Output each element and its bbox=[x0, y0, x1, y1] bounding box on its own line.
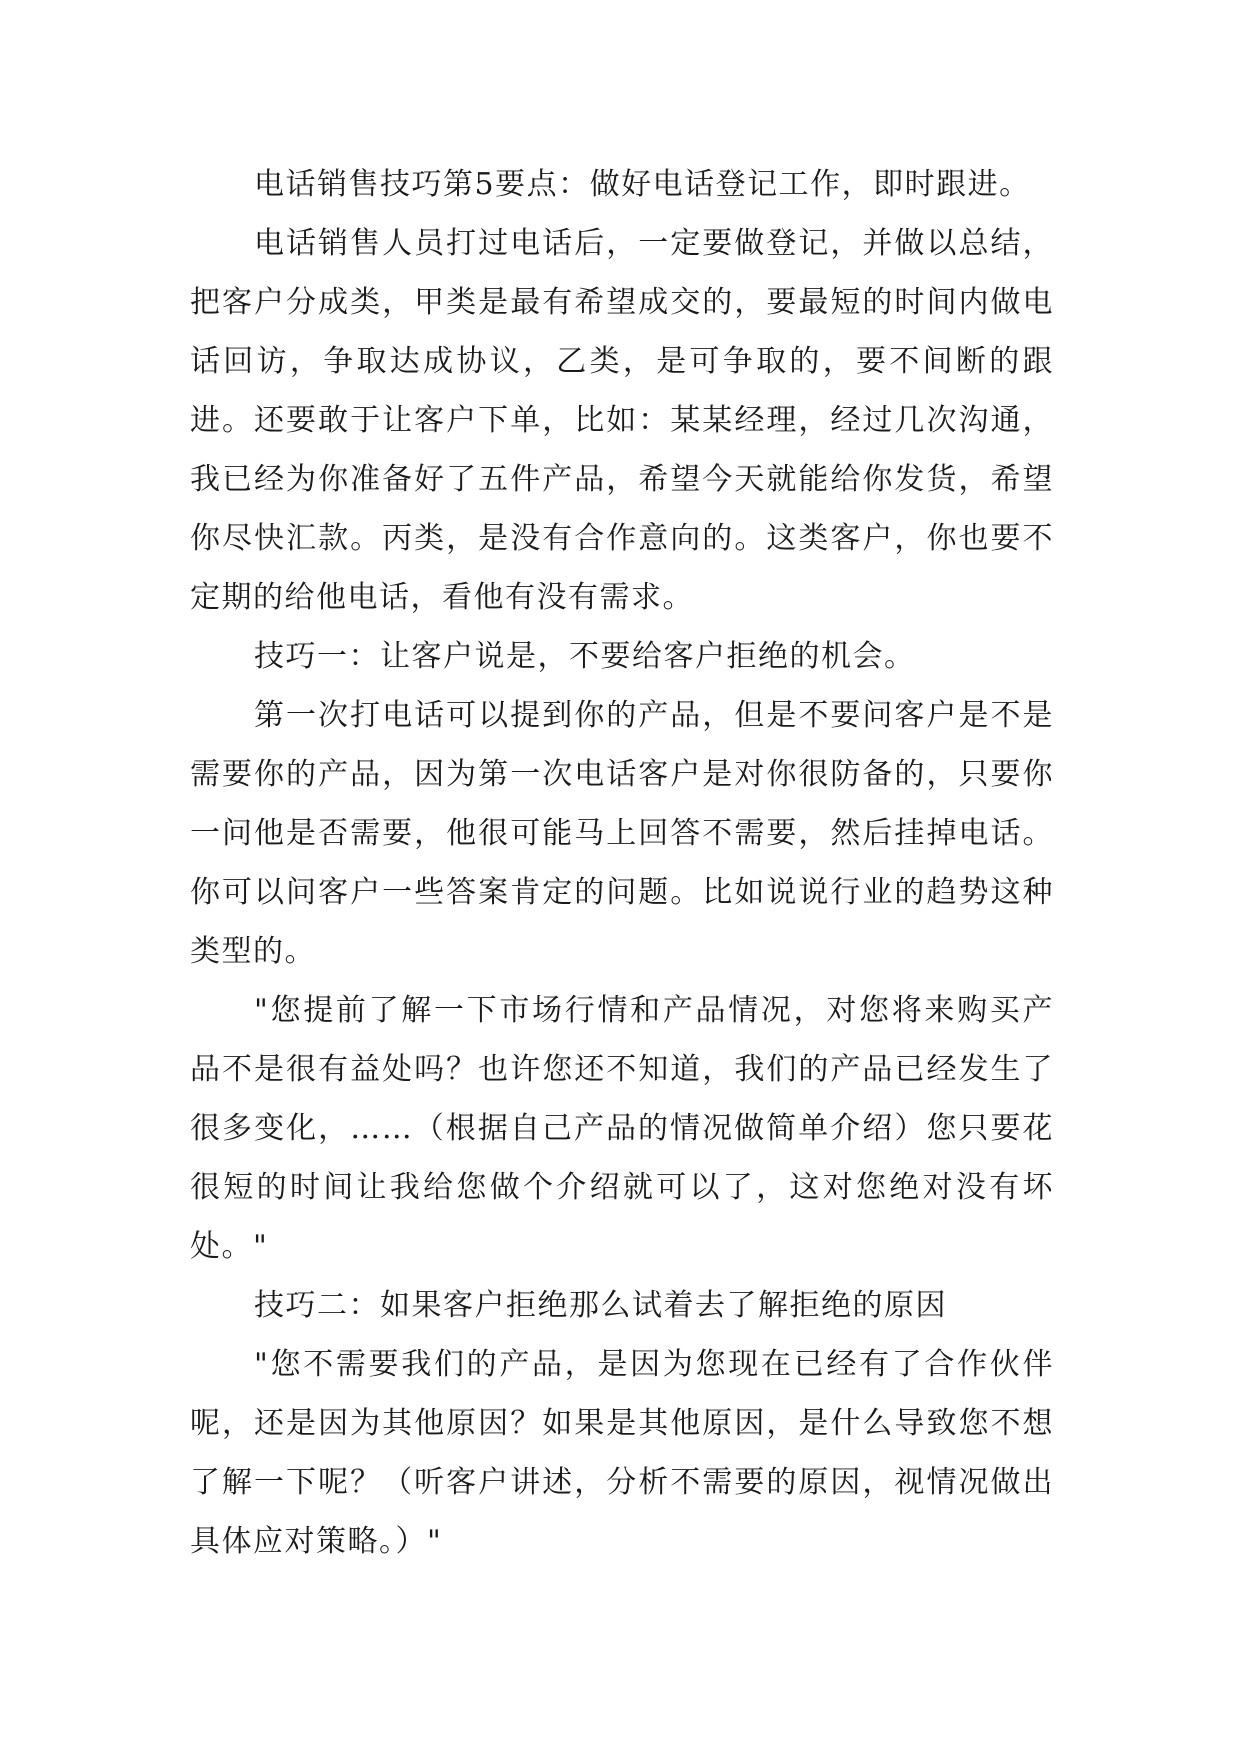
paragraph-skill1-body: 第一次打电话可以提到你的产品，但是不要问客户是不是需要你的产品，因为第一次电话客户是对你很防备的，只要你一问他是否需要，他很可能马上回答不需要，然后挂掉电话。你可以问客户一些答案肯定的问题。比如说说行业的趋势这种类型的。 bbox=[190, 698, 1054, 969]
paragraph-skill1-quote: "您提前了解一下市场行情和产品情况，对您将来购买产品不是很有益处吗？也许您还不知道，我们的产品已经发生了很多变化，……（根据自己产品的情况做简单介绍）您只要花很短的时间让我给您做个介绍就可以了，这对您绝对没有坏处。" bbox=[190, 993, 1054, 1264]
paragraph-skill2-heading: 技巧二：如果客户拒绝那么试着去了解拒绝的原因 bbox=[254, 1288, 947, 1323]
paragraph-tip5-body: 电话销售人员打过电话后，一定要做登记，并做以总结，把客户分成类，甲类是最有希望成交的，要最短的时间内做电话回访，争取达成协议，乙类，是可争取的，要不间断的跟进。还要敢于让客户下单，比如：某某经理，经过几次沟通，我已经为你准备好了五件产品，希望今天就能给你发货，希望你尽快汇款。丙类，是没有合作意向的。这类客户，你也要不定期的给他电话，看他有没有需求。 bbox=[190, 226, 1054, 615]
paragraph-skill1-heading: 技巧一：让客户说是，不要给客户拒绝的机会。 bbox=[254, 639, 916, 674]
paragraph-tip5-heading: 电话销售技巧第5要点：做好电话登记工作，即时跟进。 bbox=[254, 167, 1031, 202]
document-body bbox=[190, 155, 1054, 1571]
paragraph-skill2-quote: "您不需要我们的产品，是因为您现在已经有了合作伙伴呢，还是因为其他原因？如果是其他原因，是什么导致您不想了解一下呢？（听客户讲述，分析不需要的原因，视情况做出具体应对策略。）" bbox=[190, 1347, 1054, 1559]
